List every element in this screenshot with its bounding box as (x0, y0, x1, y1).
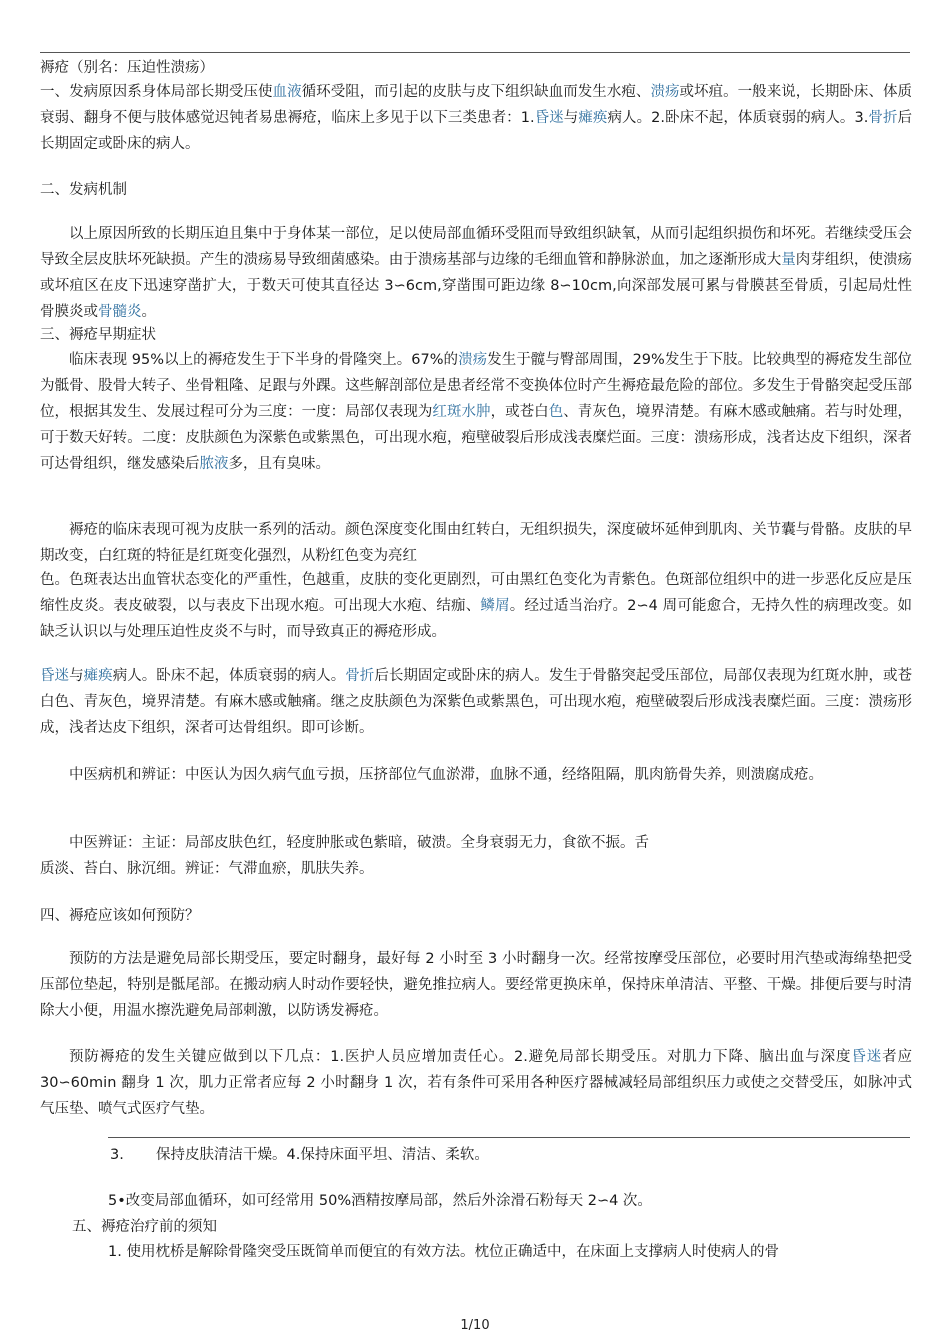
term-link[interactable]: 色 (548, 404, 564, 420)
term-link[interactable]: 红斑水肿 (432, 404, 491, 420)
term-link[interactable]: 量 (781, 252, 796, 268)
paragraph-tcm-diff-b: 质淡、苔白、脉沉细。辨证：气滞血瘀，肌肤失养。 (40, 861, 374, 877)
paragraph-clinical-b (40, 567, 912, 645)
term-link[interactable]: 溃疡 (650, 84, 680, 100)
text-run: 以上原因所致的长期压迫且集中于身体某一部位，足以使局部血循环受阻而导致组织缺氧，从而引起组织损伤和坏死。若继续受压会导致全层皮肤坏死缺损。产生的溃疡易导致细菌感染。由于溃疡基部与边缘的毛细血管和静脉淤血，加之逐渐形成大 (40, 226, 912, 268)
text-run: 一、发病原因系身体局部长期受压使 (40, 84, 273, 100)
text-run: 后长期固定或卧床的病人。 (40, 110, 913, 152)
term-link[interactable]: 瘫痪 (578, 110, 608, 126)
text-run: 或坏疽。一般来说，长期卧床、体质衰弱、翻身不便与肢体感觉迟钝者易患褥疮，临床上多见于以下三类患者：1. (40, 84, 913, 126)
top-rule (40, 52, 910, 53)
paragraph-tcm-diff-a: 中医辨证：主证：局部皮肤色红，轻度肿胀或色紫暗，破溃。全身衰弱无力，食欲不振。舌 (69, 835, 649, 851)
text-run: 。 (141, 304, 156, 320)
term-link[interactable]: 脓液 (199, 456, 229, 472)
text-run: 病人。2.卧床不起，体质衰弱的病人。3. (607, 110, 869, 126)
paragraph-key-points (40, 1044, 912, 1122)
text-run: 后长期固定或卧床的病人。发生于骨骼突起受压部位，局部仅表现为红斑水肿，或苍白色、青灰色，境界清楚。有麻木感或触痛。继之皮肤颜色为深紫色或紫黑色，可出现水疱，疱壁破裂后形成浅表糜烂面。三度：溃疡形成，浅者达皮下组织，深者可达骨组织。即可诊断。 (40, 668, 913, 736)
mid-rule (108, 1137, 910, 1138)
term-link[interactable]: 骨折 (345, 668, 375, 684)
text-run: 。经过适当治疗。2∽4 周可能愈合，无持久性的病理改变。如缺乏认识以与处理压迫性皮炎不与时，而导致真正的褥疮形成。 (40, 598, 913, 640)
text-run: ，或苍白 (490, 404, 549, 420)
term-link[interactable]: 昏迷 (851, 1049, 883, 1065)
term-link[interactable]: 骨折 (868, 110, 898, 126)
text-run: 、青灰色，境界清楚。有麻木感或触痛。若与时处理，可于数天好转。二度：皮肤颜色为深紫色或紫黑色，可出现水疱，疱壁破裂后形成浅表糜烂面。三度：溃疡形成，浅者达皮下组织，深者可达骨组织，继发感染后 (40, 404, 913, 472)
text-run: 与 (563, 110, 579, 126)
text-run: 发生于髋与臀部周围，29%发生于下肢。比较典型的褥疮发生部位为骶骨、股骨大转子、坐骨粗隆、足跟与外踝。这些解剖部位是患者经常不变换体位时产生褥疮最危险的部位。多发生于骨骼突起受压部位，根据其发生、发展过程可分为三度：一度：局部仅表现为 (40, 352, 912, 420)
text-run: 循环受阻，而引起的皮肤与皮下组织缺血而发生水疱、 (301, 84, 651, 100)
page-number: 1/10 (460, 1318, 490, 1333)
list-item-5: 5•改变局部血循环，如可经常用 50%酒精按摩局部，然后外涂滑石粉每天 2∽4 次。 (108, 1193, 652, 1209)
text-run: 临床表现 95%以上的褥疮发生于下半身的骨隆突上。67%的 (69, 352, 459, 368)
paragraph-diagnosis (40, 663, 912, 741)
term-link[interactable]: 溃疡 (458, 352, 488, 368)
list-item-3-number: 3. (110, 1147, 124, 1163)
list-item-3-text: 保持皮肤清洁干燥。4.保持床面平坦、清洁、柔软。 (156, 1147, 489, 1163)
term-link[interactable]: 骨髓炎 (98, 304, 142, 320)
section-2-heading: 二、发病机制 (40, 182, 127, 198)
list-item-3 (110, 1142, 910, 1168)
section-5-heading: 五、褥疮治疗前的须知 (72, 1219, 217, 1235)
term-link[interactable]: 鳞屑 (480, 598, 510, 614)
text-run: 者应 30∽60min 翻身 1 次，肌力正常者应每 2 小时翻身 1 次，若有条件可采用各种医疗器械减轻局部组织压力或使之交替受压，如脉冲式气压垫、喷气式医疗气垫。 (40, 1049, 913, 1117)
paragraph-prevention: 预防的方法是避免局部长期受压，要定时翻身，最好每 2 小时至 3 小时翻身一次。经常按摩受压部位，必要时用汽垫或海绵垫把受压部位垫起，特别是骶尾部。在搬动病人时动作要轻快，避免推拉病人。要经常更换床单，保持床单清洁、平整、干燥。排便后要与时清除大小便，用温水擦洗避免局部刺激，以防诱发褥疮。 (40, 951, 912, 1019)
paragraph-clinical-a: 褥疮的临床表现可视为皮肤一系列的活动。颜色深度变化围由红转白，无组织损失，深度破坏延伸到肌肉、关节囊与骨骼。皮肤的早期改变，白红斑的特征是红斑变化强烈，从粉红色变为亮红 (40, 522, 912, 564)
term-link[interactable]: 血液 (272, 84, 302, 100)
section-4-heading: 四、褥疮应该如何预防？ (40, 908, 200, 924)
list-item-1: 1. 使用枕桥是解除骨隆突受压既简单而便宜的有效方法。枕位正确适中，在床面上支撑病人时使病人的骨 (108, 1244, 779, 1260)
text-run: 多，且有臭味。 (228, 456, 330, 472)
text-run: 病人。卧床不起，体质衰弱的病人。 (112, 668, 346, 684)
term-link[interactable]: 瘫痪 (83, 668, 113, 684)
paragraph-tcm: 中医病机和辨证：中医认为因久病气血亏损，压挤部位气血淤滞，血脉不通，经络阻隔，肌肉筋骨失养，则溃腐成疮。 (69, 767, 823, 783)
term-link[interactable]: 昏迷 (40, 668, 70, 684)
text-run: 肉芽组织，使溃疡或坏疽区在皮下迅速穿凿扩大，于数天可使其直径达 3∽6cm,穿凿围可距边缘 8∽10cm,向深部发展可累与骨膜甚至骨质，引起局灶性骨膜炎或 (40, 252, 913, 320)
section-1-paragraph (40, 79, 912, 157)
term-link[interactable]: 昏迷 (534, 110, 564, 126)
doc-title: 褥疮（别名：压迫性溃疡） (40, 60, 214, 76)
text-run: 与 (69, 668, 84, 684)
text-run: 预防褥疮的发生关键应做到以下几点：1.医护人员应增加责任心。2.避免局部长期受压。对肌力下降、脑出血与深度 (69, 1049, 852, 1065)
section-2-paragraph (40, 221, 912, 325)
section-3-heading: 三、褥疮早期症状 (40, 327, 156, 343)
text-run: 色。色斑表达出血管状态变化的严重性，色越重，皮肤的变化更剧烈，可由黑红色变化为青紫色。色斑部位组织中的进一步恶化反应是压缩性皮炎。表皮破裂，以与表皮下出现水疱。可出现大水疱、结痂、 (40, 572, 912, 614)
section-3-paragraph (40, 347, 912, 477)
